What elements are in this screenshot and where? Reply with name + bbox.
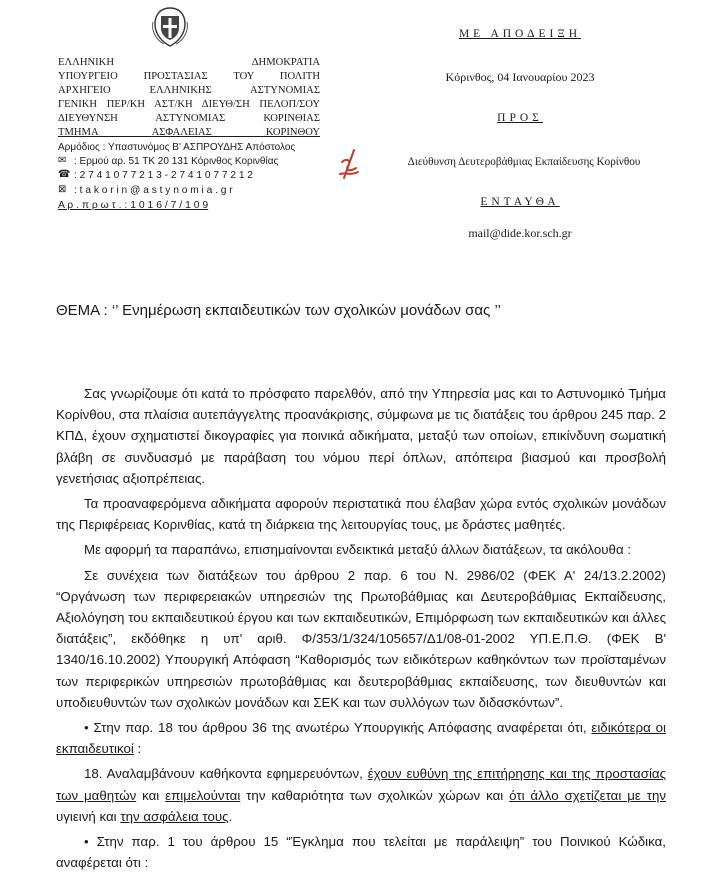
- letter-body: [56, 383, 666, 873]
- bullet-1-colon: :: [133, 741, 142, 757]
- p18-part-h: την ασφάλεια τους: [120, 808, 229, 824]
- paragraph-18: [56, 763, 666, 827]
- header-phone: : 2 7 4 1 0 7 7 2 1 3 - 2 7 4 1 0 7 7 2 1 2: [74, 170, 253, 181]
- paragraph-4: Σε συνέχεια των διατάξεων του άρθρου 2 παρ. 6 του Ν. 2986/02 (ΦΕΚ Α' 24/13.2.2002) “Οργάνωση των περιφερειακών υπηρεσιών της Πρωτοβάθμιας και Δευτεροβάθμιας Εκπαίδευσης, Αξιολόγηση του εκπαιδευτικού έργου και των εκπαιδευτικών, Επιμόρφωση των εκπαιδευτικών και άλλες διατάξεις”, εκδόθηκε η υπ' αριθ. Φ/353/1/324/105657/Δ1/08-01-2002 ΥΠ.Ε.Π.Θ. (ΦΕΚ Β' 1340/16.10.2002) Υπουργική Απόφαση “Καθορισμός των ειδικότερων καθηκόντων των προϊσταμένων των περιφερικών υπηρεσιών πρωτοβάθμιας και δευτεροβάθμιας εκπαίδευσης, των διευθυντών και υποδιευθυντών των σχολικών μονάδων και ΣΕΚ και των συλλόγων των διδασκόντων”.: [56, 567, 666, 710]
- recipient-name: Διεύθυνση Δευτεροβάθμιας Εκπαίδευσης Κορίνθου: [407, 156, 641, 168]
- paragraph-2: Τα προαναφερόμενα αδικήματα αφορούν περιστατικά που έλαβαν χώρα εντός σχολικών μονάδων της Περιφέρειας Κορινθίας, κατά τη διάρκεια της λειτουργίας τους, με δράστες μαθητές.: [56, 496, 666, 533]
- p18-part-f: ότι άλλο σχετίζεται με την: [509, 787, 666, 803]
- telephone-icon: ☎: [58, 169, 71, 180]
- header-line-1: ΕΛΛΗΝΙΚΗ ΔΗΜΟΚΡΑΤΙΑ: [58, 57, 320, 68]
- p18-part-g: υγιεινή και: [56, 808, 121, 824]
- bullet-1-underlined: ειδικότερα οι εκπαιδευτικοί: [56, 720, 666, 757]
- header-line-5: ΔΙΕΥΘΥΝΣΗ ΑΣΤΥΝΟΜΙΑΣ ΚΟΡΙΝΘΙΑΣ: [58, 113, 320, 124]
- mail-envelope-icon: ✉: [58, 155, 67, 166]
- header-line-3: ΑΡΧΗΓΕΙΟ ΕΛΛΗΝΙΚΗΣ ΑΣΤΥΝΟΜΙΑΣ: [58, 85, 320, 96]
- letter-date: Κόρινθος, 04 Ιανουαρίου 2023: [445, 70, 595, 84]
- p18-part-e: την καθαριότητα των σχολικών χώρων και: [240, 787, 510, 803]
- local-label: ΕΝΤΑΥΘΑ: [480, 196, 560, 208]
- header-line-4: ΓΕΝΙΚΗ ΠΕΡ/ΚΗ ΑΣΤ/ΚΗ ΔΙΕΥΘ/ΣΗ ΠΕΛΟΠ/ΣΟΥ: [58, 99, 320, 110]
- letter-subject: ΘΕΜΑ : ‘’ Ενημέρωση εκπαιδευτικών των σχολικών μονάδων σας ’’: [56, 302, 501, 319]
- greek-coat-of-arms-icon: [150, 6, 190, 48]
- email-box-icon: ⊠: [58, 184, 67, 195]
- header-address: : Ερμού αρ. 51 ΤΚ 20 131 Κόρινθος Κορινθίας: [74, 156, 279, 167]
- to-label: ΠΡΟΣ: [497, 112, 543, 124]
- bullet-1: [56, 717, 666, 759]
- handwritten-signature: [336, 148, 362, 182]
- p18-part-c: και: [136, 787, 166, 803]
- bullet-1-text: • Στην παρ. 18 του άρθρου 36 της ανωτέρω Υπουργικής Απόφασης αναφέρεται ότι,: [84, 720, 587, 736]
- p18-part-d: επιμελούνται: [165, 787, 241, 803]
- header-responsible: Αρμόδιος : Υπαστυνόμος Β' ΑΣΠΡΟΥΔΗΣ Απόστολος: [58, 142, 296, 153]
- bullet-2: • Στην παρ. 1 του άρθρου 15 “Έγκλημα που τελείται με παράλειψη” του Ποινικού Κώδικα, αναφέρεται ότι :: [56, 834, 666, 871]
- header-email: : t a k o r i n @ a s t y n o m i a . g r: [74, 185, 233, 196]
- paragraph-1: Σας γνωρίζουμε ότι κατά το πρόσφατο παρελθόν, από την Υπηρεσία μας και το Αστυνομικό Τμήμα Κορίνθου, στα πλαίσια αυτεπάγγελτης προανάκρισης, σύμφωνα με τις διατάξεις του άρθρου 245 παρ. 2 ΚΠΔ, έχουν σχηματιστεί δικογραφίες για ποινικά αδικήματα, μεταξύ των οποίων, επικίνδυνη σωματική βλάβη σε συνδυασμό με παράβαση του νόμου περί όπλων, απόπειρα βιασμού και προσβολή γενετήσιας αξιοπρέπειας.: [56, 386, 666, 486]
- p18-part-a: 18. Αναλαμβάνουν καθήκοντα εφημερευόντων,: [84, 766, 368, 782]
- paragraph-3: Με αφορμή τα παραπάνω, επισημαίνονται ενδεικτικά μεταξύ άλλων διατάξεων, τα ακόλουθα :: [84, 542, 632, 558]
- recipient-email: mail@dide.kor.sch.gr: [468, 226, 572, 240]
- p18-part-i: .: [228, 808, 233, 824]
- p18-part-b: έχουν ευθύνη της επιτήρησης και της προστασίας των μαθητών: [56, 766, 667, 803]
- header-protocol-number: Α ρ . π ρ ω τ . : 1 0 1 6 / 7 / 1 0 9: [58, 200, 209, 211]
- header-line-2: ΥΠΟΥΡΓΕΙΟ ΠΡΟΣΤΑΣΙΑΣ ΤΟΥ ΠΟΛΙΤΗ: [58, 71, 320, 82]
- delivery-method: ΜΕ ΑΠΟΔΕΙΞΗ: [458, 28, 582, 40]
- header-department: ΤΜΗΜΑ ΑΣΦΑΛΕΙΑΣ ΚΟΡΙΝΘΟΥ: [58, 127, 320, 138]
